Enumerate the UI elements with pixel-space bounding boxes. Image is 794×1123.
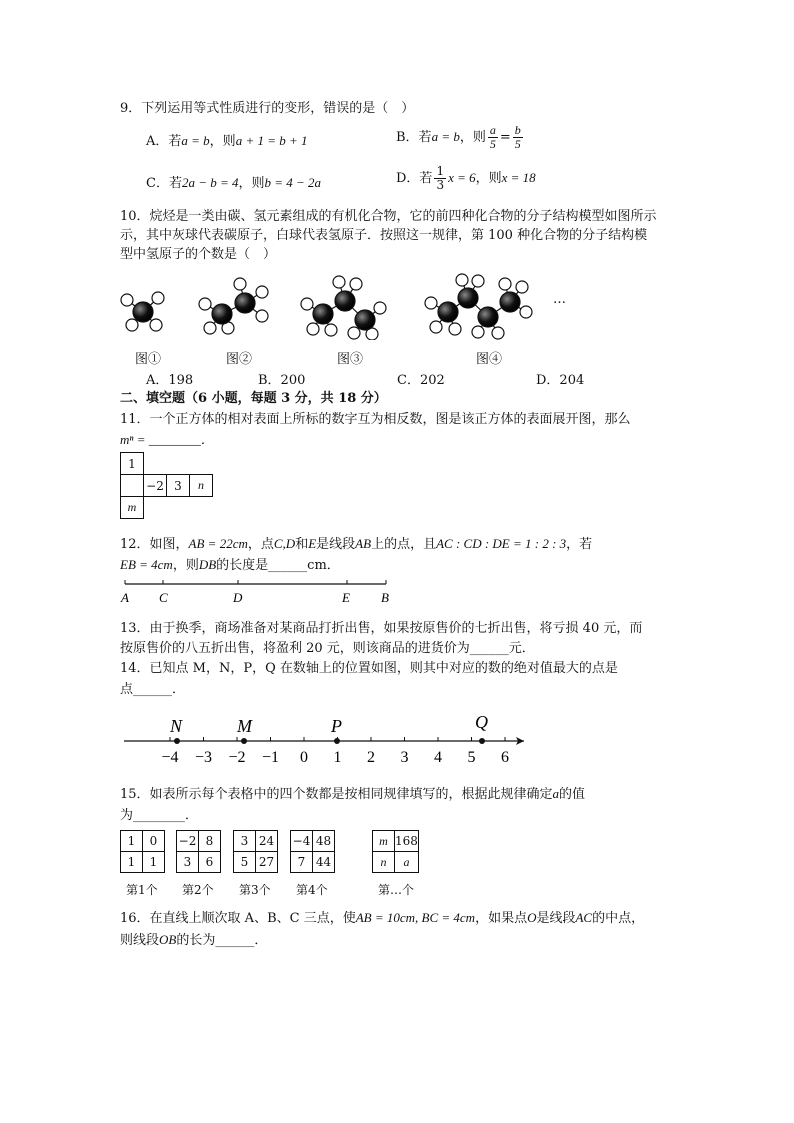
q14-line1: 14．已知点 M，N，P，Q 在数轴上的位置如图，则其中对应的数的绝对值最大的点是	[120, 661, 618, 676]
q12-line1: 12．如图，AB = 22cm，点C,D和E是线段AB上的点，且AC : CD : DE = 1 : 2 : 3，若	[120, 536, 593, 552]
point-q	[479, 738, 485, 744]
point-label-e: E	[342, 590, 350, 605]
number-line-tick-label: −2	[228, 749, 246, 766]
cell: 1	[121, 831, 143, 852]
q12-line2: EB = 4cm，则DB的长度是______cm．	[120, 557, 340, 573]
cell: −2	[177, 831, 199, 852]
molecule-3	[301, 276, 386, 340]
q10-option-c: C．202	[397, 373, 445, 388]
net-cell-3: 3	[167, 475, 190, 497]
label-m: M	[237, 716, 252, 736]
table-label-n: 第…个	[378, 883, 415, 897]
cell: 3	[234, 831, 256, 852]
figure-label-3: 图③	[337, 352, 364, 367]
q16-line1: 16．在直线上顺次取 A、B、C 三点，使AB = 10cm, BC = 4cm，如果点O是线段AC的中点，	[120, 910, 645, 926]
q15-line2: 为________．	[120, 808, 199, 823]
pattern-table-2	[176, 830, 221, 873]
number-line-tick-label: 6	[501, 749, 509, 766]
point-label-c: C	[159, 590, 168, 605]
number-line-tick-label: −3	[194, 749, 213, 766]
molecule-2	[199, 278, 268, 334]
cell: 6	[199, 852, 221, 873]
cell: 24	[256, 831, 278, 852]
q10-option-a: A．198	[146, 373, 194, 388]
point-m	[241, 738, 247, 744]
number-line	[120, 708, 535, 770]
q13-line2: 按原售价的八五折出售，将盈利 20 元，则该商品的进货价为______元．	[120, 641, 535, 656]
number-line-tick-label: 0	[300, 749, 308, 766]
net-cell-1: 1	[121, 453, 144, 475]
number-line-tick-label: 4	[434, 749, 442, 766]
q11-line1: 11．一个正方体的相对表面上所标的数字互为相反数，图是该正方体的表面展开图，那么	[120, 412, 631, 427]
point-n	[174, 738, 180, 744]
label-q: Q	[475, 712, 488, 732]
number-line-tick-label: 2	[367, 749, 375, 766]
table-label-3: 第3个	[239, 883, 271, 897]
cell: 44	[313, 852, 335, 873]
cell: 27	[256, 852, 278, 873]
cell: 3	[177, 852, 199, 873]
net-cell-empty	[121, 475, 144, 497]
q14-line2: 点______．	[120, 682, 186, 697]
pattern-table-1	[120, 830, 165, 873]
point-label-d: D	[233, 590, 243, 605]
cell: 168	[395, 831, 419, 852]
net-cell-n: n	[190, 475, 213, 497]
table-label-1: 第1个	[126, 883, 158, 897]
q10-option-d: D．204	[536, 373, 585, 388]
cell: a	[395, 852, 419, 873]
segment-diagram	[118, 576, 398, 606]
molecule-figures	[110, 270, 590, 340]
figure-label-2: 图②	[226, 352, 253, 367]
q15-line1: 15．如表所示每个表格中的四个数都是按相同规律填写的，根据此规律确定a的值	[120, 786, 586, 802]
q10-line1: 10．烷烃是一类由碳、氢元素组成的有机化合物，它的前四种化合物的分子结构模型如图所示	[120, 209, 657, 224]
cell: 0	[143, 831, 165, 852]
label-p: P	[331, 716, 342, 736]
cell: n	[373, 852, 395, 873]
cell: 8	[199, 831, 221, 852]
cell: 1	[143, 852, 165, 873]
figure-label-4: 图④	[476, 352, 503, 367]
q16-line2: 则线段OB的长为______．	[120, 932, 268, 948]
pattern-table-3	[233, 830, 278, 873]
figure-label-1: 图①	[135, 352, 162, 367]
cell: 48	[313, 831, 335, 852]
net-cell-m: m	[121, 497, 144, 519]
q9-option-b: B．若a = b，则 $\frac{a}{5}$ = $\frac{b}{5}$	[396, 123, 521, 151]
label-n: N	[170, 716, 183, 736]
number-line-tick-label: 3	[400, 749, 409, 766]
table-label-4: 第4个	[296, 883, 328, 897]
point-p	[334, 738, 340, 744]
q10-line2: 示，其中灰球代表碳原子，白球代表氢原子．按照这一规律，第 100 种化合物的分子结构模	[120, 228, 648, 243]
cell: 5	[234, 852, 256, 873]
q11-expression: mⁿ = ________．	[120, 432, 214, 447]
q9-option-c: C．若2a − b = 4，则b = 4 − 2a	[146, 175, 322, 191]
point-label-a: A	[121, 590, 129, 605]
number-line-tick-label: 5	[467, 749, 476, 766]
q9-stem: 9．下列运用等式性质进行的变形，错误的是（ ）	[120, 101, 415, 116]
table-label-2: 第2个	[182, 883, 214, 897]
cell: 1	[121, 852, 143, 873]
molecule-ellipsis: …	[553, 292, 566, 307]
q10-line3: 型中氢原子的个数是（ ）	[120, 247, 277, 262]
number-line-tick-label: −1	[261, 749, 280, 766]
pattern-table-4	[290, 830, 335, 873]
q9-option-d: D．若 $\frac{1}{3}$ x = 6，则x = 18	[396, 164, 536, 192]
cube-net	[120, 452, 236, 519]
molecule-4	[425, 274, 532, 339]
number-line-tick-label: −4	[161, 749, 179, 766]
cell: m	[373, 831, 395, 852]
q13-line1: 13．由于换季，商场准备对某商品打折出售，如果按原售价的七折出售，将亏损 40 元，而	[120, 621, 643, 636]
pattern-table-n	[372, 830, 419, 873]
molecule-1	[121, 292, 164, 331]
net-cell-neg2: −2	[144, 475, 167, 497]
q9-option-a: A．若a = b，则a + 1 = b + 1	[146, 133, 308, 149]
section-2-title: 二、填空题（6 小题，每题 3 分，共 18 分）	[120, 391, 387, 406]
cell: 7	[291, 852, 313, 873]
q10-option-b: B．200	[258, 373, 306, 388]
point-label-b: B	[381, 590, 389, 605]
number-line-tick-label: 1	[333, 749, 342, 766]
cell: −4	[291, 831, 313, 852]
